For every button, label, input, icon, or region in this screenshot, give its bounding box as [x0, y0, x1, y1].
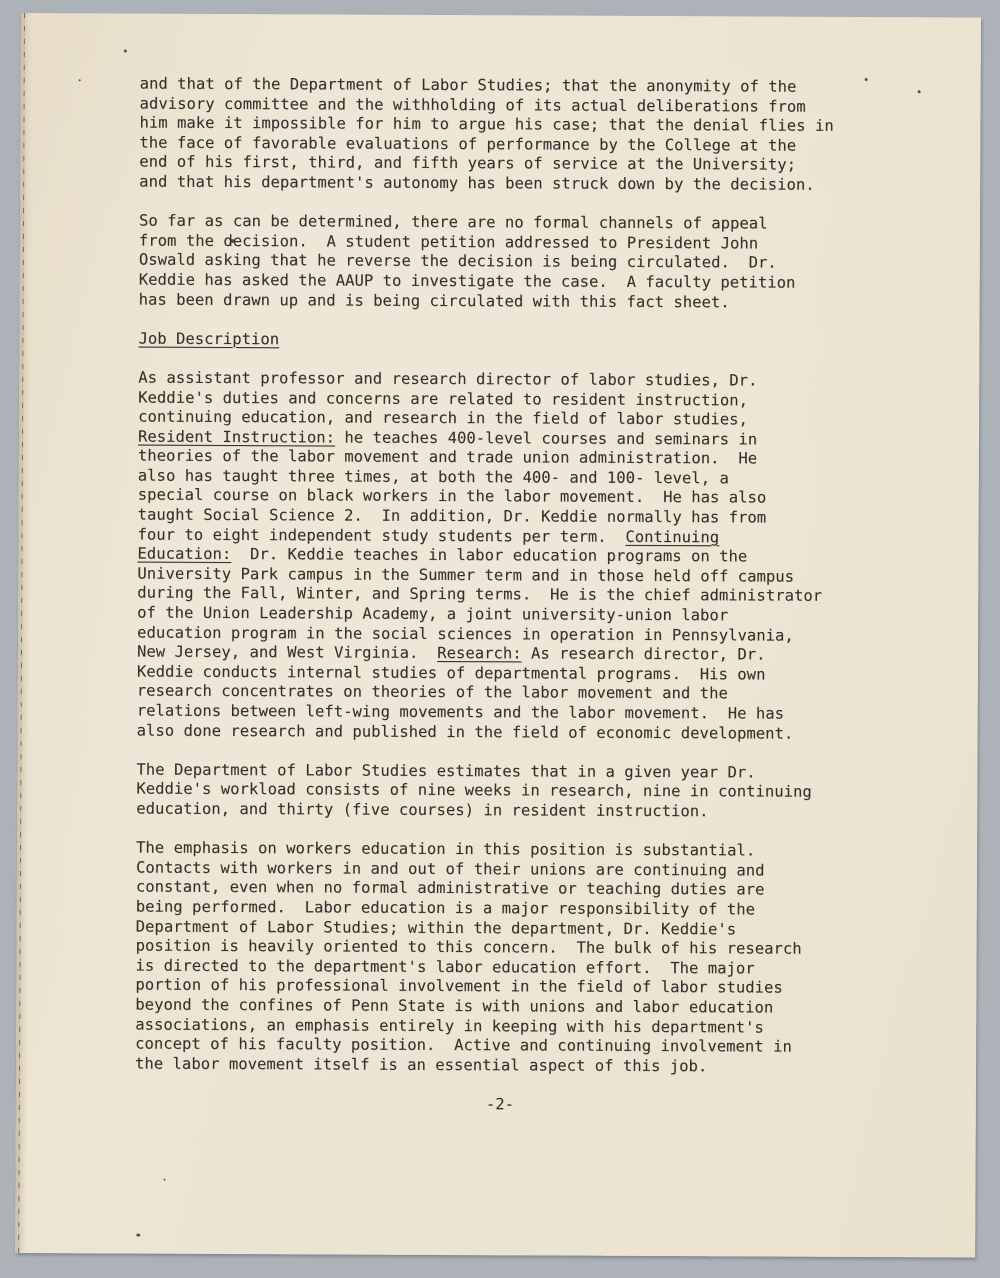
text-line: So far as can be determined, there are no formal channels of appeal	[138, 211, 768, 233]
text-line: Keddie's duties and concerns are related to resident instruction,	[138, 388, 749, 409]
text-line: advisory committee and the withholding of its actual deliberations from	[139, 94, 806, 116]
text-line: portion of his professional involvement in the field of labor studies	[135, 975, 783, 997]
text-line: Job Description	[138, 329, 280, 348]
text-line: Oswald asking that he reverse the decision is being circulated. Dr.	[138, 250, 777, 272]
section-heading	[138, 329, 832, 352]
text-line: also has taught three times, at both the 400- and 100- level, a	[137, 466, 729, 488]
paper-speck	[865, 78, 868, 81]
paper-speck	[79, 79, 81, 81]
text-line: during the Fall, Winter, and Spring terms. He is the chief administrator	[137, 583, 823, 606]
text-line: Keddie has asked the AAUP to investigate the case. A faculty petition	[138, 270, 796, 292]
text-line: end of his first, third, and fifth years of service at the University;	[139, 152, 797, 175]
text-line: education, and thirty (five courses) in resident instruction.	[136, 799, 709, 821]
text-line: Keddie conducts internal studies of departmental programs. His own	[136, 662, 766, 684]
paper-speck	[163, 1179, 165, 1181]
document-page	[15, 13, 981, 1258]
text-line: Education: Dr. Keddie teaches in labor education programs on the	[137, 544, 748, 566]
text-line: the labor movement itself is an essential aspect of this job.	[135, 1054, 708, 1075]
text-line: Contacts with workers in and out of their unions are continuing and	[135, 858, 765, 880]
text-line: beyond the confines of Penn State is with unions and labor education	[135, 995, 774, 1017]
text-line: relations between left-wing movements and the labor movement. He has	[136, 701, 785, 723]
text-line: taught Social Science 2. In addition, Dr. Keddie normally has from	[137, 505, 767, 527]
text-line: associations, an emphasis entirely in keeping with his department's	[135, 1015, 764, 1037]
text-line: has been drawn up and is being circulated with this fact sheet.	[138, 290, 730, 311]
text-line: Department of Labor Studies; within the department, Dr. Keddie's	[135, 917, 737, 938]
paper-speck	[918, 90, 921, 93]
text-line: and that of the Department of Labor Studies; that the anonymity of the	[139, 74, 797, 96]
text-line: concept of his faculty position. Active and continuing involvement in	[135, 1034, 792, 1056]
text-line: New Jersey, and West Virginia. Research: As research director, Dr.	[136, 642, 766, 664]
text-line: from the decision. A student petition addressed to President John	[138, 231, 759, 253]
paragraph	[139, 75, 834, 196]
paragraph	[139, 212, 834, 313]
text-line: Keddie's workload consists of nine weeks in research, nine in continuing	[136, 779, 812, 802]
text-line: theories of the labor movement and trade union administration. He	[137, 446, 758, 468]
page-number: -2-	[485, 1095, 515, 1114]
text-line: The Department of Labor Studies estimates that in a given year Dr.	[136, 760, 756, 782]
text-line: continuing education, and research in the field of labor studies,	[138, 407, 748, 429]
text-line: The emphasis on workers education in this position is substantial.	[136, 838, 756, 860]
text-line: special course on black workers in the labor movement. He has also	[137, 486, 767, 507]
paragraph	[137, 368, 833, 744]
text-line: four to eight independent study students per term. Continuing	[137, 525, 720, 546]
text-line: University Park campus in the Summer term and in those held off campus	[137, 564, 795, 586]
text-line: him make it impossible for him to argue his case; that the denial flies in	[139, 113, 834, 136]
text-line: Resident Instruction: he teaches 400-level courses and seminars in	[137, 427, 758, 449]
text-line: constant, even when no formal administrative or teaching duties are	[135, 877, 765, 899]
text-line: and that his department's autonomy has been struck down by the decision.	[139, 172, 815, 194]
text-line: research concentrates on theories of the labor movement and the	[136, 681, 728, 703]
text-line: of the Union Leadership Academy, a joint university-union labor	[137, 603, 729, 625]
paragraph	[135, 839, 830, 1077]
text-line: education program in the social sciences in operation in Pennsylvania,	[137, 623, 794, 645]
paper-speck	[124, 49, 127, 52]
binding-edge	[15, 13, 33, 1253]
text-line: position is heavily oriented to this concern. The bulk of his research	[135, 936, 802, 958]
paper-speck	[136, 1234, 140, 1237]
text-line: is directed to the department's labor education effort. The major	[135, 956, 755, 978]
text-line: also done research and published in the field of economic development.	[136, 721, 794, 743]
document-text	[135, 75, 834, 1117]
text-line: the face of favorable evaluations of performance by the College at the	[139, 133, 797, 155]
text-line: As assistant professor and research director of labor studies, Dr.	[138, 368, 758, 390]
text-line: being performed. Labor education is a major responsibility of the	[135, 897, 756, 919]
paragraph	[136, 760, 831, 822]
